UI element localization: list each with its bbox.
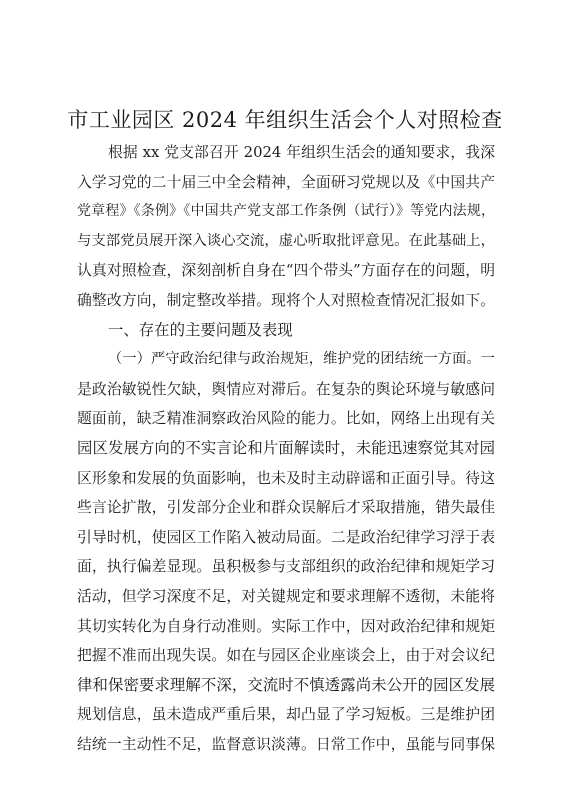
paragraph-line: 区形象和发展的负面影响，也未及时主动辟谣和正面引导。待这: [77, 469, 495, 487]
paragraph-line: 结统一主动性不足，监督意识淡薄。日常工作中，虽能与同事保: [77, 735, 495, 753]
paragraph-line: 其切实转化为自身行动准则。实际工作中，因对政治纪律和规矩: [77, 617, 495, 635]
paragraph-line: 与支部党员展开深入谈心交流，虚心听取批评意见。在此基础上，: [77, 232, 495, 249]
paragraph-line: 题面前，缺乏精准洞察政治风险的能力。比如，网络上出现有关: [77, 410, 495, 428]
paragraph-line: 党章程》《条例》《中国共产党支部工作条例（试行）》等党内法规，: [77, 203, 495, 220]
paragraph-line: 根据 xx 党支部召开 2024 年组织生活会的通知要求，我深: [108, 144, 495, 161]
paragraph-line: 是政治敏锐性欠缺，舆情应对滞后。在复杂的舆论环境与敏感问: [77, 380, 495, 398]
paragraph-line: 引导时机，使园区工作陷入被动局面。二是政治纪律学习浮于表: [77, 528, 495, 546]
paragraph-line: 活动，但学习深度不足，对关键规定和要求理解不透彻，未能将: [77, 587, 495, 605]
section-heading: 一、存在的主要问题及表现: [108, 320, 293, 339]
paragraph-line: 把握不准而出现失误。如在与园区企业座谈会上，由于对会议纪: [77, 647, 495, 665]
paragraph-line: 认真对照检查，深刻剖析自身在“四个带头”方面存在的问题，明: [77, 262, 495, 280]
paragraph-line: 面，执行偏差显现。虽积极参与支部组织的政治纪律和规矩学习: [77, 558, 495, 576]
document-body: [77, 138, 495, 759]
paragraph-line: 律和保密要求理解不深，交流时不慎透露尚未公开的园区发展: [77, 675, 495, 694]
paragraph-line: 确整改方向，制定整改举措。现将个人对照检查情况汇报如下。: [77, 291, 495, 309]
paragraph-line: 入学习党的二十届三中全会精神，全面研习党规以及《中国共产: [77, 173, 495, 191]
paragraph-line: 些言论扩散，引发部分企业和群众误解后才采取措施，错失最佳: [77, 499, 495, 517]
paragraph-line: 规划信息，虽未造成严重后果，却凸显了学习短板。三是维护团: [77, 706, 495, 724]
document-title: 市工业园区 2024 年组织生活会个人对照检查: [67, 108, 503, 132]
paragraph-line: （一）严守政治纪律与政治规矩，维护党的团结统一方面。一: [108, 351, 495, 368]
paragraph-line: 园区发展方向的不实言论和片面解读时，未能迅速察觉其对园: [77, 438, 495, 457]
